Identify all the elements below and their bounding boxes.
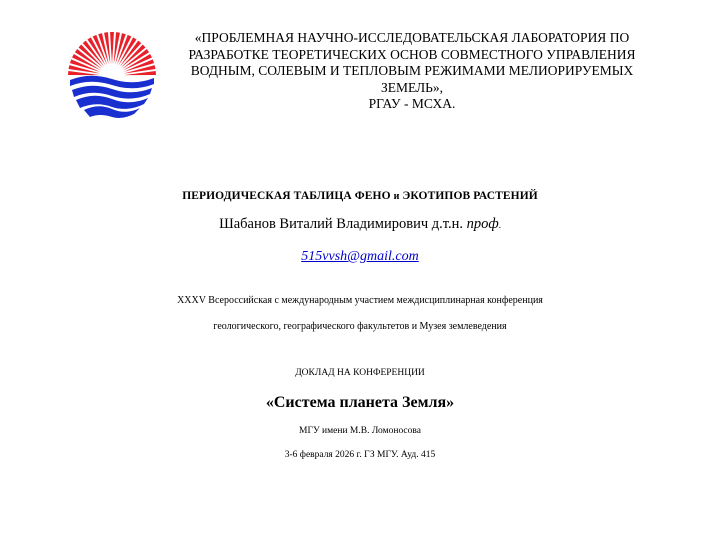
author-title: проф: [466, 216, 499, 232]
header-line: ВОДНЫМ, СОЛЕВЫМ И ТЕПЛОВЫМ РЕЖИМАМИ МЕЛИОРИРУЕМЫХ: [190, 63, 634, 78]
header-line: РГАУ - МСХА.: [368, 96, 456, 111]
author-title-dot: .: [498, 220, 501, 230]
conference-description-line-2: геологического, географического факультетов и Музея землеведения: [213, 321, 507, 332]
presentation-title: [0, 190, 720, 202]
sun-ray: [68, 71, 100, 75]
university-name: МГУ имени М.В. Ломоносова: [299, 426, 421, 436]
title-part-2: ЭКОТИПОВ РАСТЕНИЙ: [402, 190, 538, 202]
author-email-link[interactable]: 515vvsh@gmail.com: [301, 249, 419, 264]
wave-band: [70, 76, 154, 89]
logo-graphic: [66, 30, 158, 122]
conference-name: «Система планета Земля»: [265, 394, 455, 411]
author-line: [0, 216, 720, 233]
header-line: «ПРОБЛЕМНАЯ НАУЧНО-ИССЛЕДОВАТЕЛЬСКАЯ ЛАБОРАТОРИЯ ПО: [194, 30, 630, 45]
conference-dates: 3-6 февраля 2026 г. ГЗ МГУ. Ауд. 415: [284, 450, 436, 460]
report-label: ДОКЛАД НА КОНФЕРЕНЦИИ: [295, 368, 425, 378]
title-part-1: ПЕРИОДИЧЕСКАЯ ТАБЛИЦА ФЕНО: [182, 190, 391, 202]
header-line: ЗЕМЕЛЬ»,: [380, 79, 444, 95]
laboratory-header: [172, 30, 652, 113]
header-line: РАЗРАБОТКЕ ТЕОРЕТИЧЕСКИХ ОСНОВ СОВМЕСТНОГО УПРАВЛЕНИЯ: [188, 46, 636, 62]
sun-ray: [110, 32, 114, 64]
title-conjunction: и: [393, 191, 400, 202]
conference-description-line-1: XXXV Всероссийская с международным участием междисциплинарная конференция: [177, 295, 543, 306]
sun-over-waves-logo-icon: [66, 30, 158, 122]
sun-ray: [124, 71, 156, 75]
author-name: Шабанов Виталий Владимирович д.т.н.: [219, 216, 464, 232]
